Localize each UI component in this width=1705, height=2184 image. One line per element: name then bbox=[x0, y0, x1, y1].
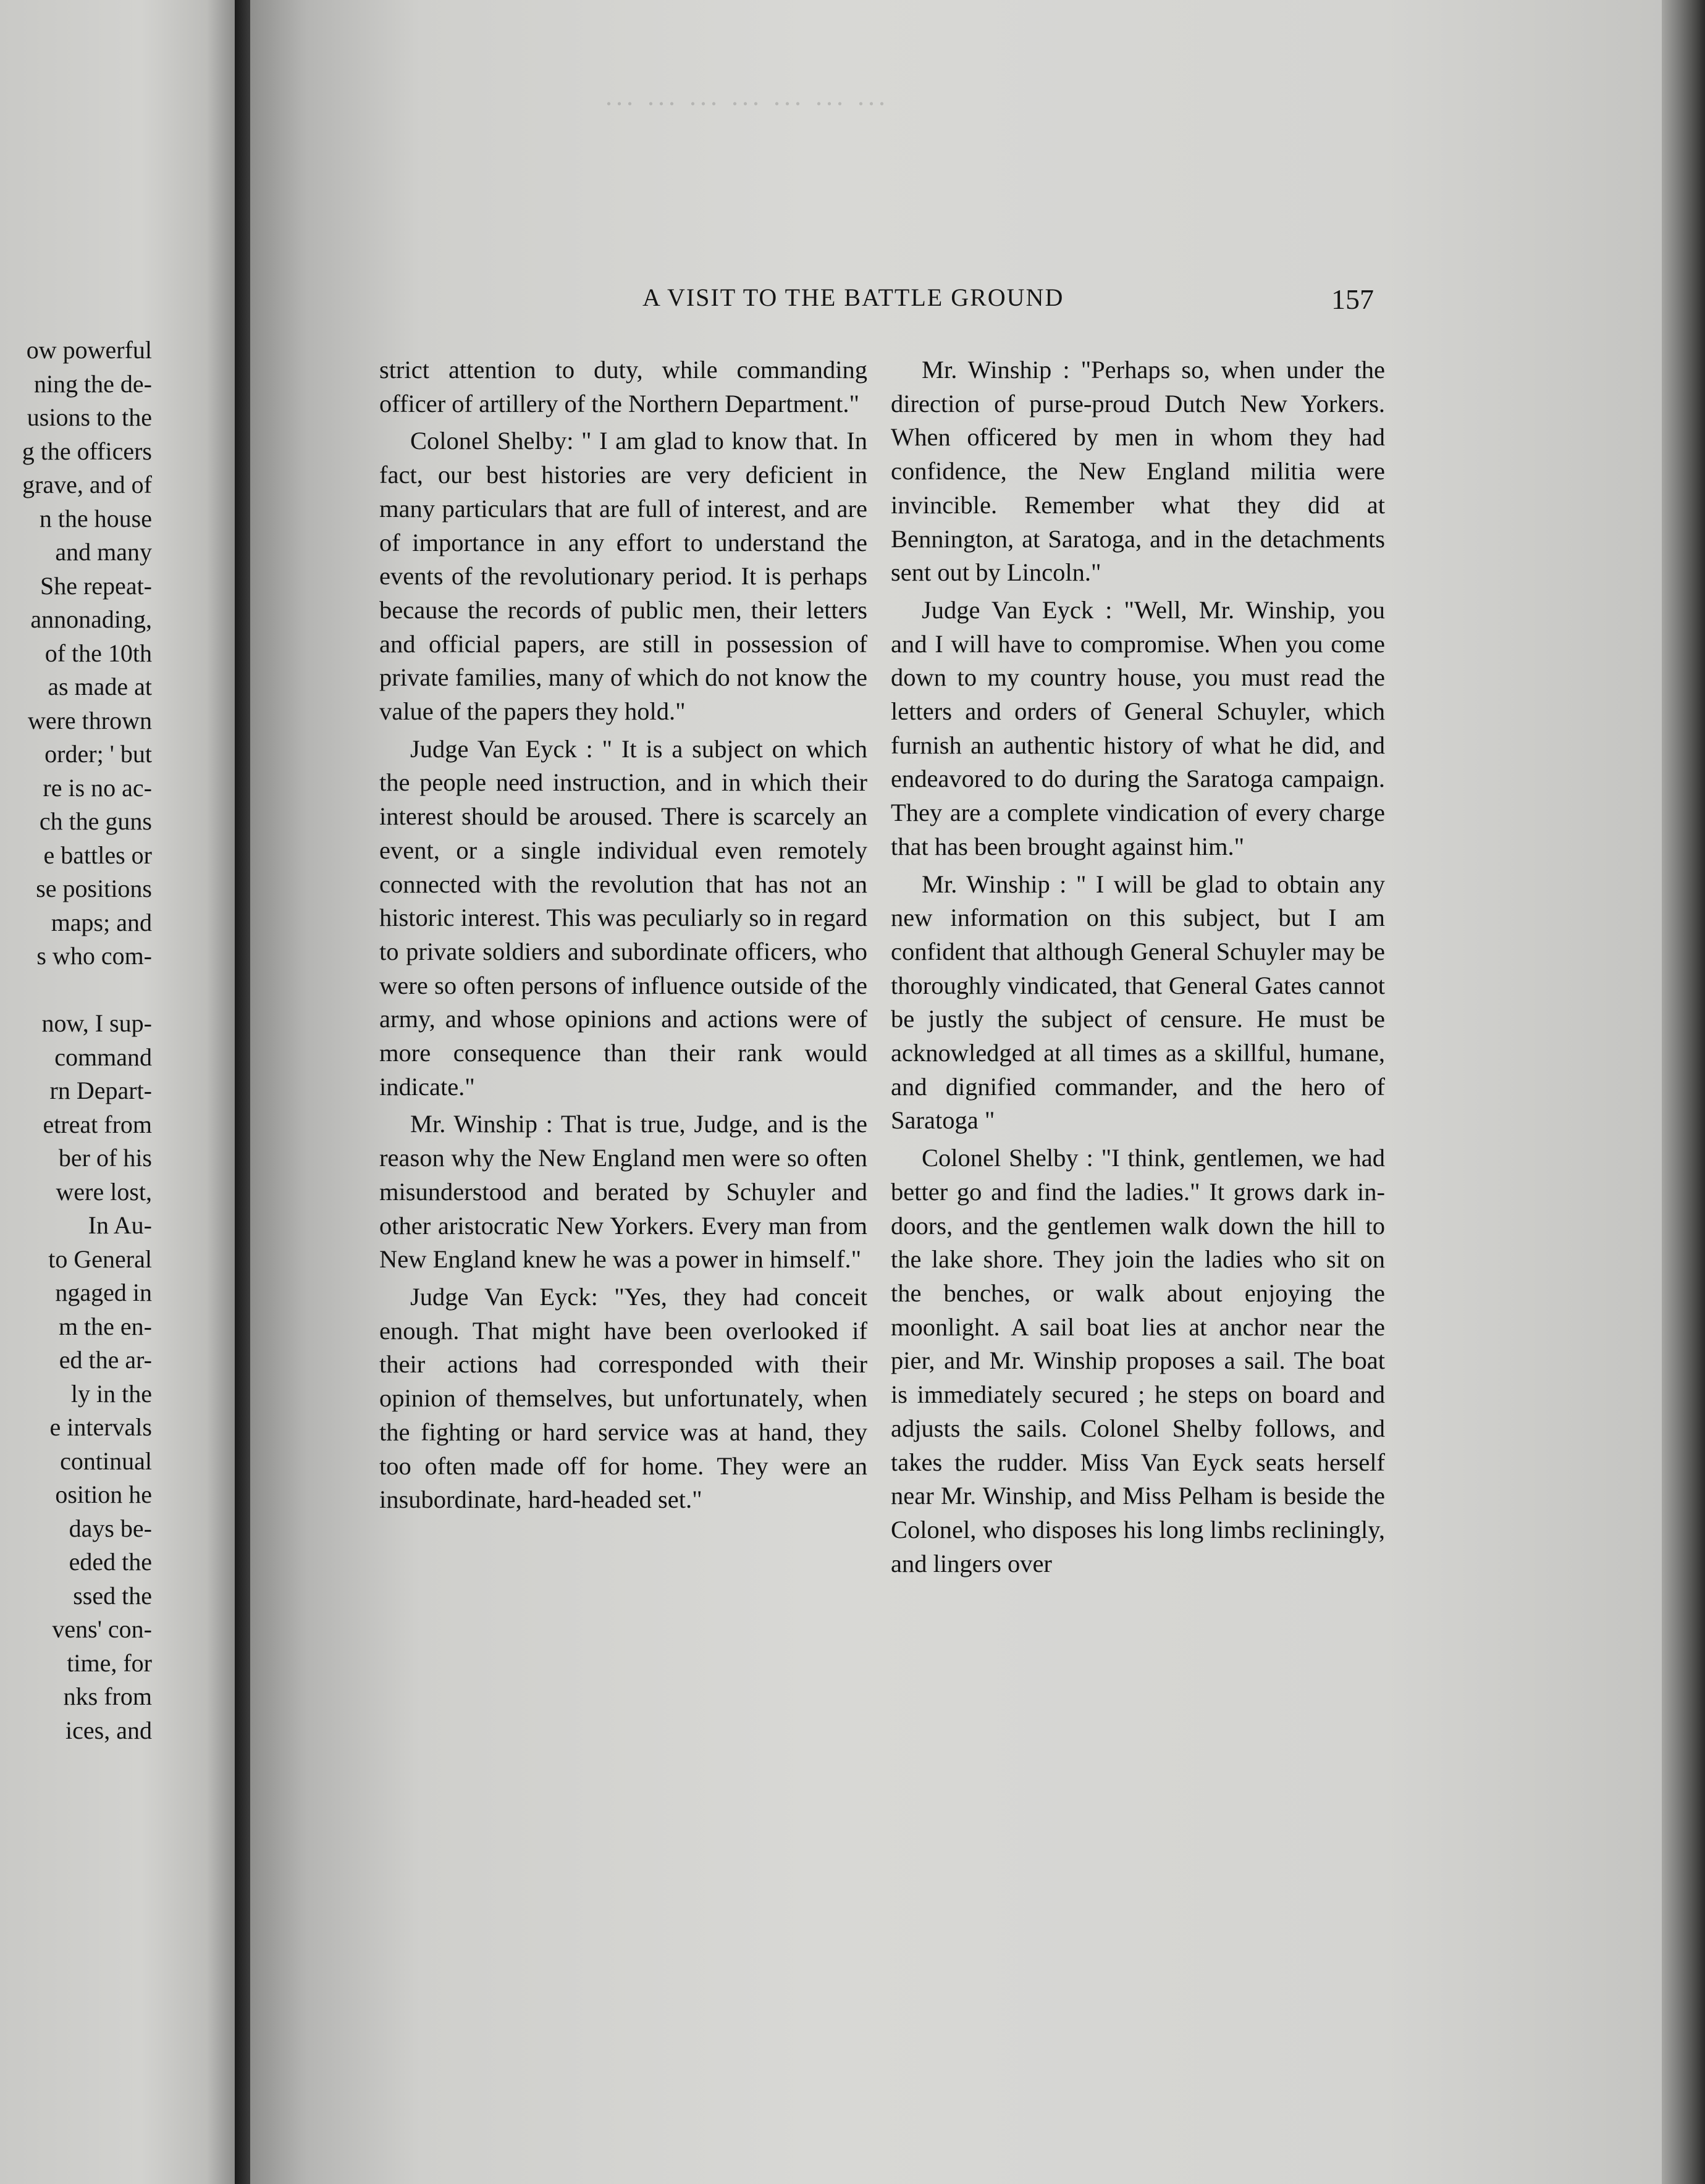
left-fragment: ow powerful bbox=[26, 336, 152, 364]
left-fragment: g the officers bbox=[22, 437, 152, 465]
left-fragment: annonading, bbox=[30, 605, 152, 633]
left-fragment: se positions bbox=[36, 875, 152, 902]
left-page-text-fragments bbox=[0, 334, 152, 1747]
bleed-through-text: ... ... ... ... ... ... ... bbox=[605, 81, 889, 111]
left-fragment: re is no ac- bbox=[43, 773, 152, 802]
left-fragment bbox=[0, 973, 152, 1007]
left-fragment: e intervals bbox=[49, 1413, 152, 1441]
left-fragment: maps; and bbox=[51, 908, 152, 936]
left-page bbox=[0, 0, 235, 2184]
page-edge bbox=[1662, 0, 1705, 2184]
paragraph: Colonel Shelby: " I am glad to know that. In fact, our best histories are very deficient in many particulars that are full of interest, and are of importance in any effort to understand the events of the revolutionary period. It is perhaps because the records of public men, their letters and official papers, are still in possession of private families, many of which do not know the value of the papers they hold." bbox=[379, 427, 867, 726]
left-fragment: n the house bbox=[39, 504, 152, 532]
paragraph: Colonel Shelby : "I think, gentlemen, we had better go and find the ladies." It grows dark in-doors, and the gentlemen walk down the hill to the lake shore. They join the ladies who sit on the benches, or walk about enjoying the moonlight. A sail boat lies at anchor near the pier, and Mr. Winship proposes a sail. The boat is immediately secured ; he steps on board and adjusts the sails. Colonel Shelby follows, and takes the rudder. Miss Van Eyck seats herself near Mr. Winship, and Miss Pelham is beside the Colonel, who disposes his long limbs recliningly, and lingers over bbox=[891, 1144, 1385, 1577]
paragraph: Mr. Winship : " I will be glad to obtain any new information on this subject, but I am confident that although General Schuyler may be thoroughly vindicated, that General Gates cannot be justly the subject of censure. He must be acknowledged at all times as a skillful, humane, and dignified commander, and the hero of Saratoga " bbox=[891, 870, 1385, 1135]
left-fragment: ber of his bbox=[58, 1144, 152, 1172]
paragraph: Mr. Winship : That is true, Judge, and is the reason why the New England men were so often misunderstood and berated by Schuyler and other aristocratic New Yorkers. Every man from New England knew he was a power in himself." bbox=[379, 1110, 867, 1274]
left-fragment: eded the bbox=[69, 1548, 152, 1576]
left-fragment: grave, and of bbox=[22, 471, 152, 498]
left-fragment: ed the ar- bbox=[59, 1346, 152, 1374]
paragraph: Judge Van Eyck : " It is a subject on which the people need instruction, and in which their interest should be aroused. There is scarcely an event, or a single individual even remotely connected with the revolution that has not an historic interest. This was peculiarly so in regard to private soldiers and subordinate officers, who were so often persons of influence outside of the army, and whose opinions and actions were of more consequence than their rank would indicate." bbox=[379, 734, 867, 1101]
text-column-left bbox=[379, 353, 867, 1521]
left-fragment: of the 10th bbox=[44, 639, 152, 667]
left-fragment: etreat from bbox=[43, 1110, 152, 1138]
page-number: 157 bbox=[1331, 284, 1374, 315]
left-fragment: e battles or bbox=[43, 841, 152, 869]
left-fragment: ices, and bbox=[65, 1716, 152, 1744]
left-fragment: and many bbox=[55, 538, 152, 566]
left-fragment: were lost, bbox=[56, 1177, 152, 1206]
left-fragment: s who com- bbox=[36, 942, 152, 970]
paragraph: Judge Van Eyck : "Well, Mr. Winship, you and I will have to compromise. When you come down to my country house, you must read the letters and orders of General Schuyler, which furnish an authentic history of what he did, and endeavored to do during the Saratoga campaign. They are a complete vindication of every charge that has been brought against him." bbox=[891, 595, 1385, 860]
left-fragment: vens' con- bbox=[52, 1615, 152, 1643]
left-fragment: ning the de- bbox=[33, 369, 152, 398]
left-fragment: continual bbox=[60, 1447, 152, 1475]
text-column-right bbox=[891, 353, 1385, 1584]
left-fragment: ly in the bbox=[70, 1379, 152, 1408]
left-fragment: osition he bbox=[55, 1480, 152, 1508]
left-fragment: time, for bbox=[67, 1648, 152, 1677]
left-fragment: ch the guns bbox=[39, 807, 152, 835]
left-fragment: order; ' but bbox=[44, 740, 152, 768]
paragraph: Mr. Winship : "Perhaps so, when under the direction of purse-proud Dutch New Yorkers. When officered by men in whom they had confidence, the New England militia were invincible. Remember what they did at Bennington, at Saratoga, and in the detachments sent out by Lincoln." bbox=[891, 356, 1385, 587]
paragraph: Judge Van Eyck: "Yes, they had conceit enough. That might have been overlooked if their actions had corresponded with their opinion of themselves, but unfortunately, when the fighting or hard service was at hand, they too often made off for home. They were an insubordinate, hard-headed set." bbox=[379, 1282, 867, 1514]
left-fragment: usions to the bbox=[27, 403, 152, 431]
left-fragment: command bbox=[54, 1043, 152, 1071]
left-fragment: to General bbox=[48, 1245, 152, 1273]
left-fragment: as made at bbox=[48, 673, 152, 700]
left-fragment: now, I sup- bbox=[41, 1009, 152, 1037]
left-fragment: In Au- bbox=[88, 1211, 152, 1239]
left-fragment: days be- bbox=[69, 1514, 152, 1542]
paragraph: strict attention to duty, while commanding officer of artillery of the Northern Department." bbox=[379, 356, 867, 418]
running-head: A VISIT TO THE BATTLE GROUND bbox=[642, 284, 1064, 311]
left-fragment: ngaged in bbox=[55, 1279, 152, 1306]
left-fragment: m the en- bbox=[58, 1312, 152, 1340]
left-fragment: ssed the bbox=[73, 1581, 152, 1610]
left-fragment: nks from bbox=[63, 1682, 152, 1710]
left-fragment: rn Depart- bbox=[49, 1077, 152, 1104]
left-fragment: She repeat- bbox=[40, 571, 152, 600]
left-fragment: were thrown bbox=[27, 706, 152, 734]
